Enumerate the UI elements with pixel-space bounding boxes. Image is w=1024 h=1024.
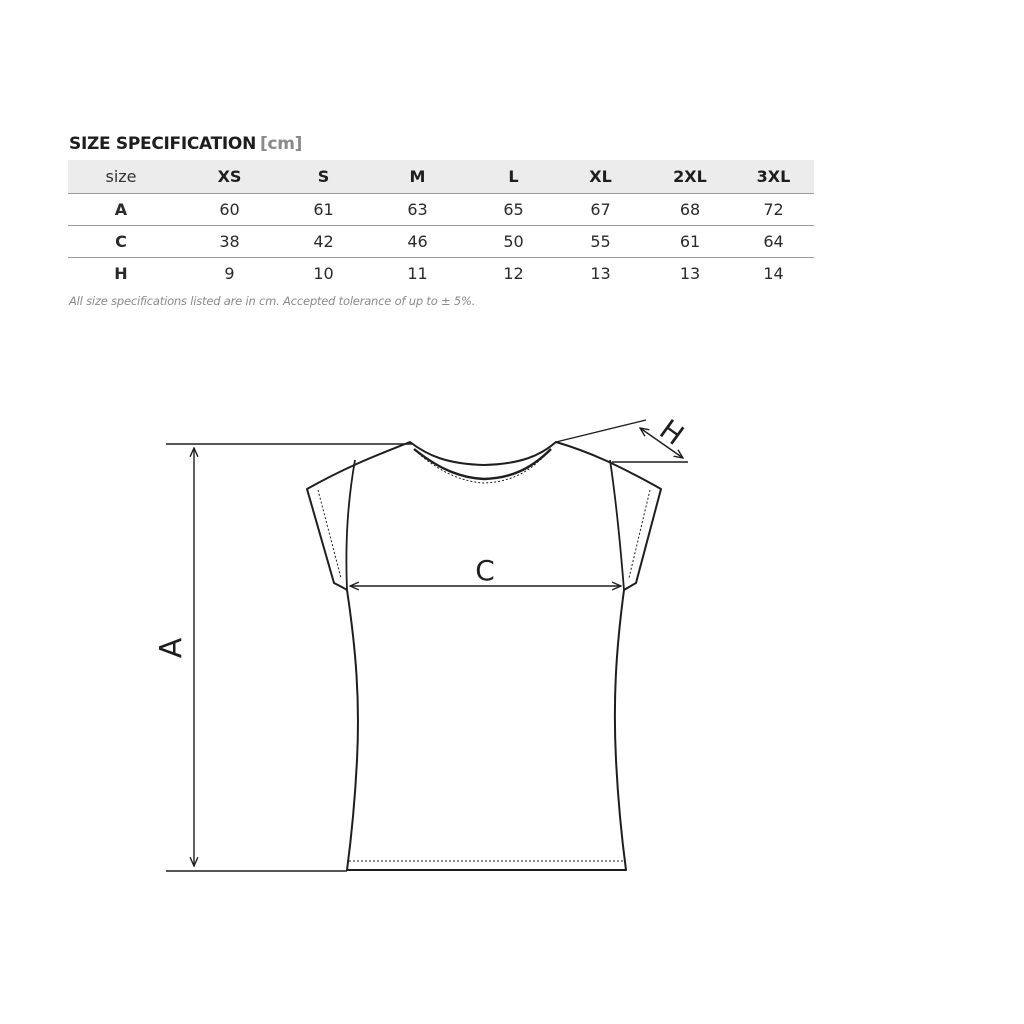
- size-header: M: [362, 160, 473, 193]
- size-header: XS: [174, 160, 285, 193]
- tolerance-note: All size specifications listed are in cm. Accepted tolerance of up to ± 5%.: [69, 294, 476, 308]
- table-cell: 64: [733, 225, 814, 257]
- table-cell: 61: [285, 193, 362, 225]
- size-header: XL: [554, 160, 647, 193]
- table-cell: 42: [285, 225, 362, 257]
- table-cell: 9: [224, 263, 235, 283]
- table-cell: 10: [313, 263, 334, 283]
- row-label: H: [114, 263, 128, 283]
- table-cell: 65: [473, 193, 554, 225]
- table-cell: 12: [503, 263, 524, 283]
- size-header: S: [285, 160, 362, 193]
- table-cell: 14: [763, 263, 784, 283]
- label-h: H: [653, 412, 690, 452]
- table-cell: 13: [590, 263, 611, 283]
- table-cell: 46: [362, 225, 473, 257]
- size-header: 3XL: [733, 160, 814, 193]
- row-label: C: [68, 225, 174, 257]
- table-cell: 55: [554, 225, 647, 257]
- table-cell: 68: [647, 193, 733, 225]
- table-cell: 38: [174, 225, 285, 257]
- title-text: SIZE SPECIFICATION: [69, 134, 256, 154]
- table-cell: 72: [733, 193, 814, 225]
- table-cell: 63: [362, 193, 473, 225]
- table-cell: 67: [554, 193, 647, 225]
- table-cell: 60: [174, 193, 285, 225]
- table-cell: 11: [407, 263, 428, 283]
- tshirt-outline: [307, 442, 661, 870]
- measurement-a: [166, 444, 412, 871]
- table-cell: 50: [473, 225, 554, 257]
- label-a: A: [154, 637, 189, 659]
- title-unit: [cm]: [260, 134, 303, 154]
- row-label: A: [68, 193, 174, 225]
- size-header: 2XL: [647, 160, 733, 193]
- table-cell: 61: [647, 225, 733, 257]
- size-header: L: [473, 160, 554, 193]
- corner-label: size: [68, 160, 174, 193]
- table-cell: 13: [679, 263, 701, 283]
- label-c: C: [475, 554, 495, 587]
